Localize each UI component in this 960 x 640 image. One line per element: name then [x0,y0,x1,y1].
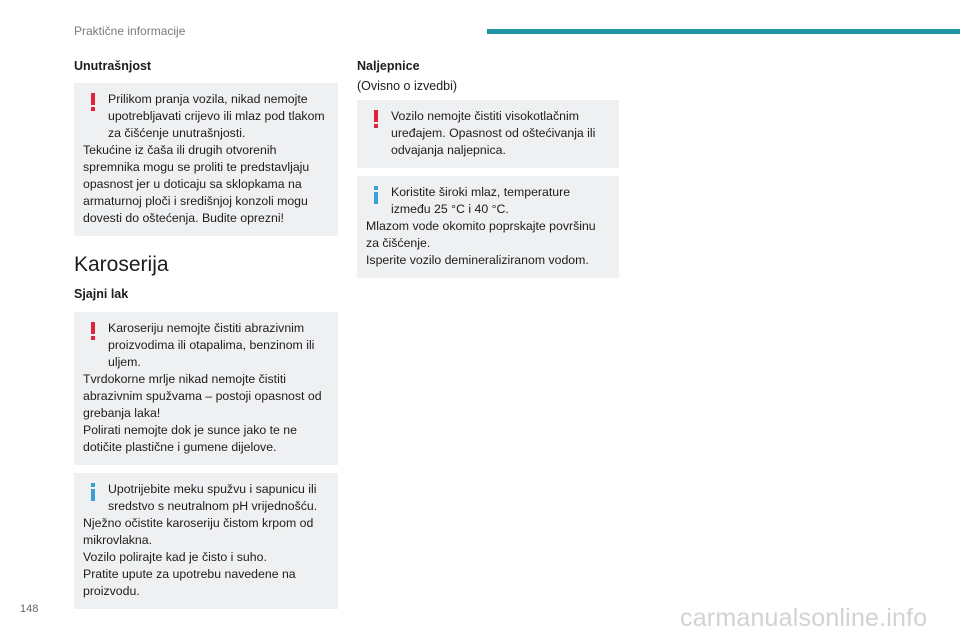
stickers-warning-box [357,100,619,168]
paint-warning-box [74,312,338,465]
paint-info-box [74,473,338,609]
info-paragraph: Mlazom vode okomito poprskajte površinu za čišćenje. [366,219,596,250]
paint-heading: Sjajni lak [74,287,129,301]
info-paragraph: Vozilo polirajte kad je čisto i suho. [83,550,267,564]
info-paragraph: Isperite vozilo demineraliziranom vodom. [366,253,589,267]
page-number: 148 [20,603,39,615]
warning-paragraph: Prilikom pranja vozila, nikad nemojte upotrebljavati crijevo ili mlaz pod tlakom za čišćenje unutrašnjosti. [108,92,325,140]
stickers-info-box [357,176,619,278]
right-column [357,58,619,278]
running-header: Praktične informacije [74,24,186,38]
warning-paragraph: Karoseriju nemojte čistiti abrazivnim proizvodima ili otapalima, benzinom ili uljem. [108,321,315,369]
stickers-subtitle: (Ovisno o izvedbi) [357,79,458,93]
warning-paragraph: Tvrdokorne mrlje nikad nemojte čistiti abrazivnim spužvama – postoji opasnost od grebanja laka! [83,372,322,420]
info-icon [90,483,95,500]
watermark: carmanualsonline.info [680,604,928,632]
warning-paragraph: Vozilo nemojte čistiti visokotlačnim uređajem. Opasnost od oštećivanja ili odvajanja naljepnica. [391,109,596,157]
info-paragraph: Nježno očistite karoseriju čistom krpom od mikrovlakna. [83,516,314,547]
info-paragraph: Upotrijebite meku spužvu i sapunicu ili sredstvo s neutralnom pH vrijednošću. [108,482,318,513]
info-icon [373,186,378,203]
interior-warning-box [74,83,338,236]
info-paragraph: Pratite upute za upotrebu navedene na proizvodu. [83,567,296,598]
interior-heading: Unutrašnjost [74,59,152,73]
warning-icon [90,93,95,110]
warning-paragraph: Polirati nemojte dok je sunce jako te ne dotičite plastične i gumene dijelove. [83,423,297,454]
header-accent-bar [487,29,960,34]
warning-icon [373,110,378,127]
warning-icon [90,322,95,339]
body-section-heading: Karoserija [74,253,169,276]
left-column [74,58,338,609]
stickers-heading: Naljepnice [357,59,420,73]
info-paragraph: Koristite široki mlaz, temperature između 25 °C i 40 °C. [391,185,571,216]
warning-paragraph: Tekućine iz čaša ili drugih otvorenih spremnika mogu se proliti te predstavljaju opasnost jer u doticaju sa sklopkama na armaturnoj ploči i središnjoj konzoli mogu dovesti do oštećenja. Budite oprezni! [83,143,310,225]
